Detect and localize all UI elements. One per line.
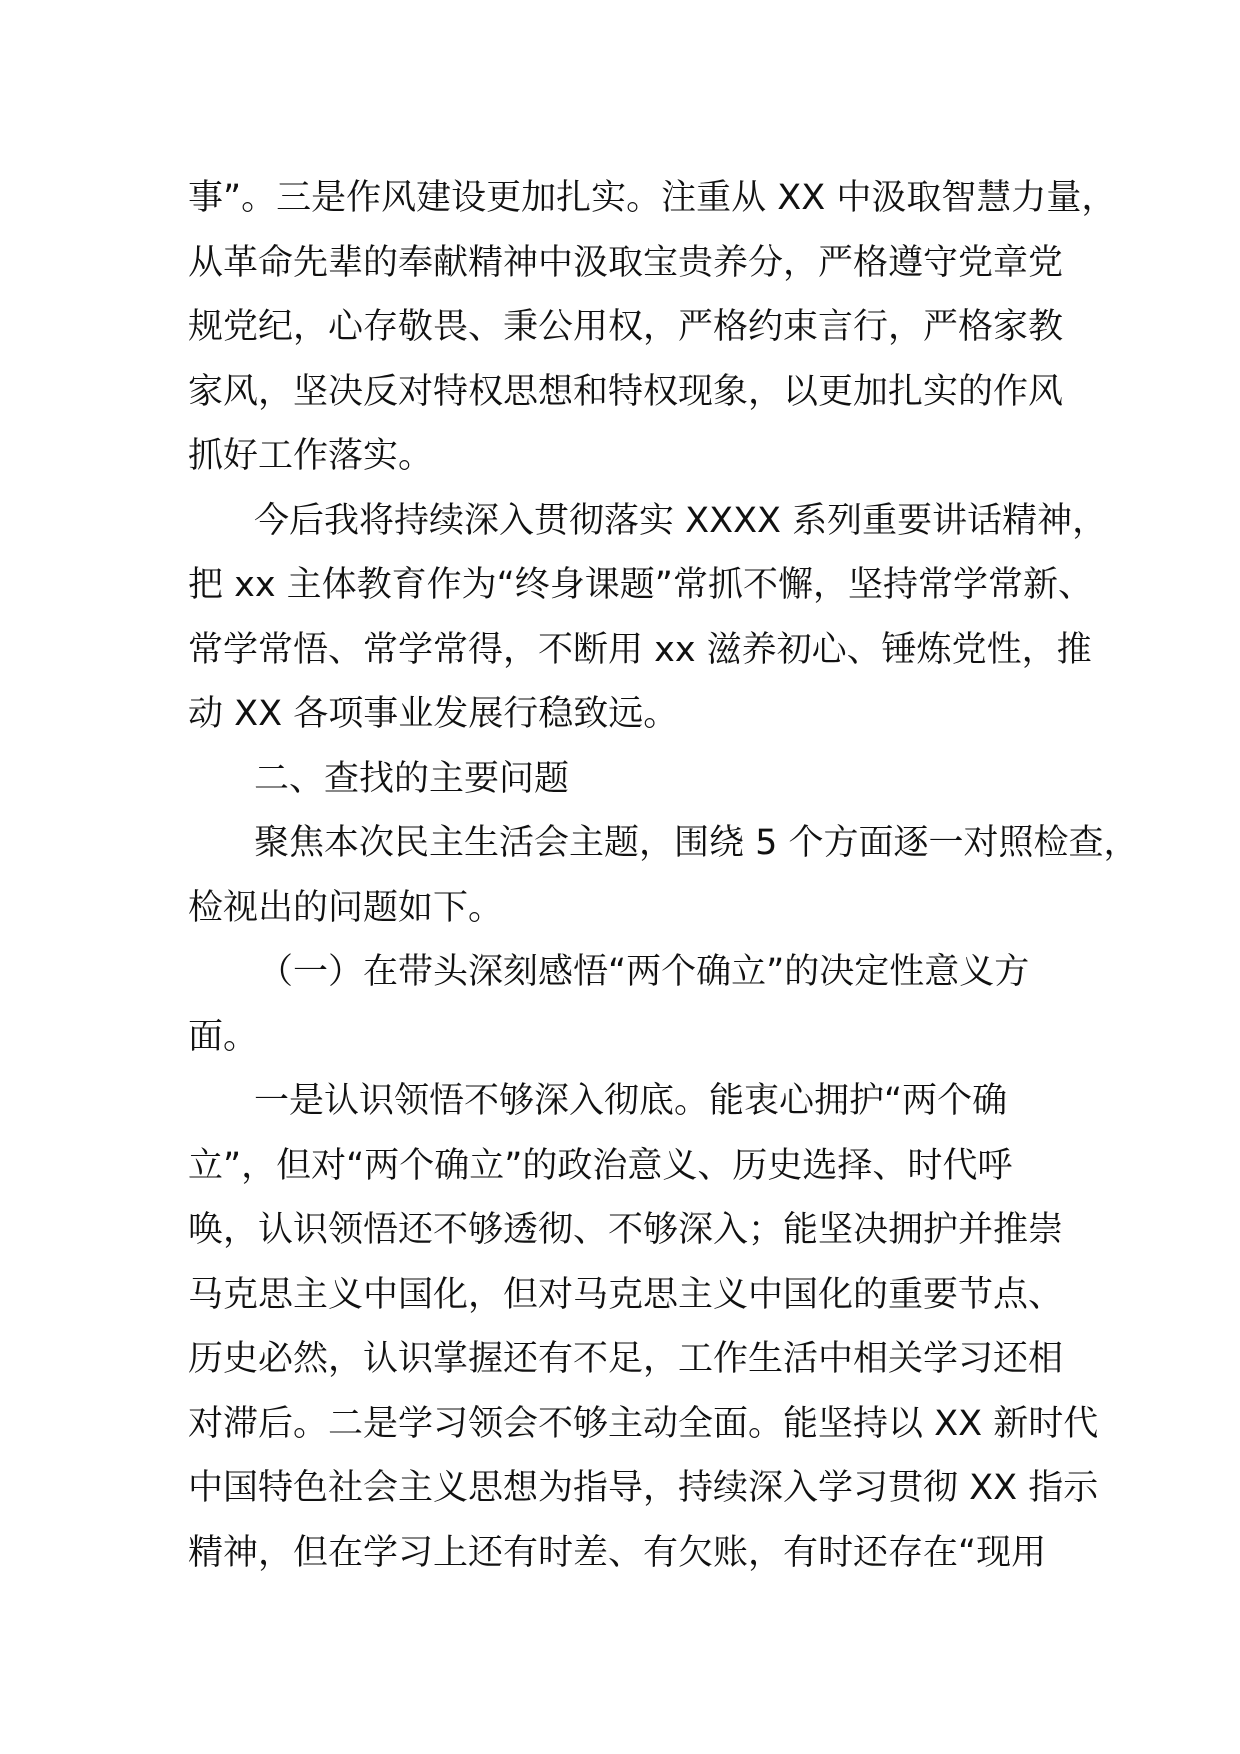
text-line: 家风，坚决反对特权思想和特权现象，以更加扎实的作风 [188,371,1064,412]
text-line: 从革命先辈的奉献精神中汲取宝贵养分，严格遵守党章党 [188,242,1064,283]
text-line: 对滞后。二是学习领会不够主动全面。能坚持以 XX 新时代 [188,1403,1099,1444]
paragraph-start-line: 一是认识领悟不够深入彻底。能衷心拥护“两个确 [254,1081,1008,1121]
text-line: 马克思主义中国化，但对马克思主义中国化的重要节点、 [188,1274,1064,1315]
text-line: 动 XX 各项事业发展行稳致远。 [188,694,679,734]
paragraph-start-line: 聚焦本次民主生活会主题，围绕 5 个方面逐一对照检查， [254,823,1139,863]
text-line: 检视出的问题如下。 [188,887,504,928]
text-line: 精神，但在学习上还有时差、有欠账，有时还存在“现用 [188,1532,1047,1573]
text-line: 中国特色社会主义思想为指导，持续深入学习贯彻 XX 指示 [188,1468,1099,1508]
section-heading: 二、查找的主要问题 [254,758,570,799]
text-line: 唤，认识领悟还不够透彻、不够深入；能坚决拥护并推崇 [188,1210,1064,1250]
text-line: 规党纪，心存敬畏、秉公用权，严格约束言行，严格家教 [188,307,1064,347]
text-line: 立”，但对“两个确立”的政治意义、历史选择、时代呼 [188,1145,1013,1186]
text-line: 常学常悟、常学常得，不断用 xx 滋养初心、锤炼党性，推 [188,629,1092,670]
text-line: 历史必然，认识掌握还有不足，工作生活中相关学习还相 [188,1339,1064,1379]
text-line: 抓好工作落实。 [188,436,434,476]
subsection-heading: （一）在带头深刻感悟“两个确立”的决定性意义方 [258,952,1030,992]
text-line: 事”。三是作风建设更加扎实。注重从 XX 中汲取智慧力量， [188,178,1117,218]
paragraph-start-line: 今后我将持续深入贯彻落实 XXXX 系列重要讲话精神， [254,500,1108,541]
text-line: 面。 [188,1016,259,1057]
document-body [188,166,1139,1585]
text-line: 把 xx 主体教育作为“终身课题”常抓不懈，坚持常学常新、 [188,565,1093,605]
